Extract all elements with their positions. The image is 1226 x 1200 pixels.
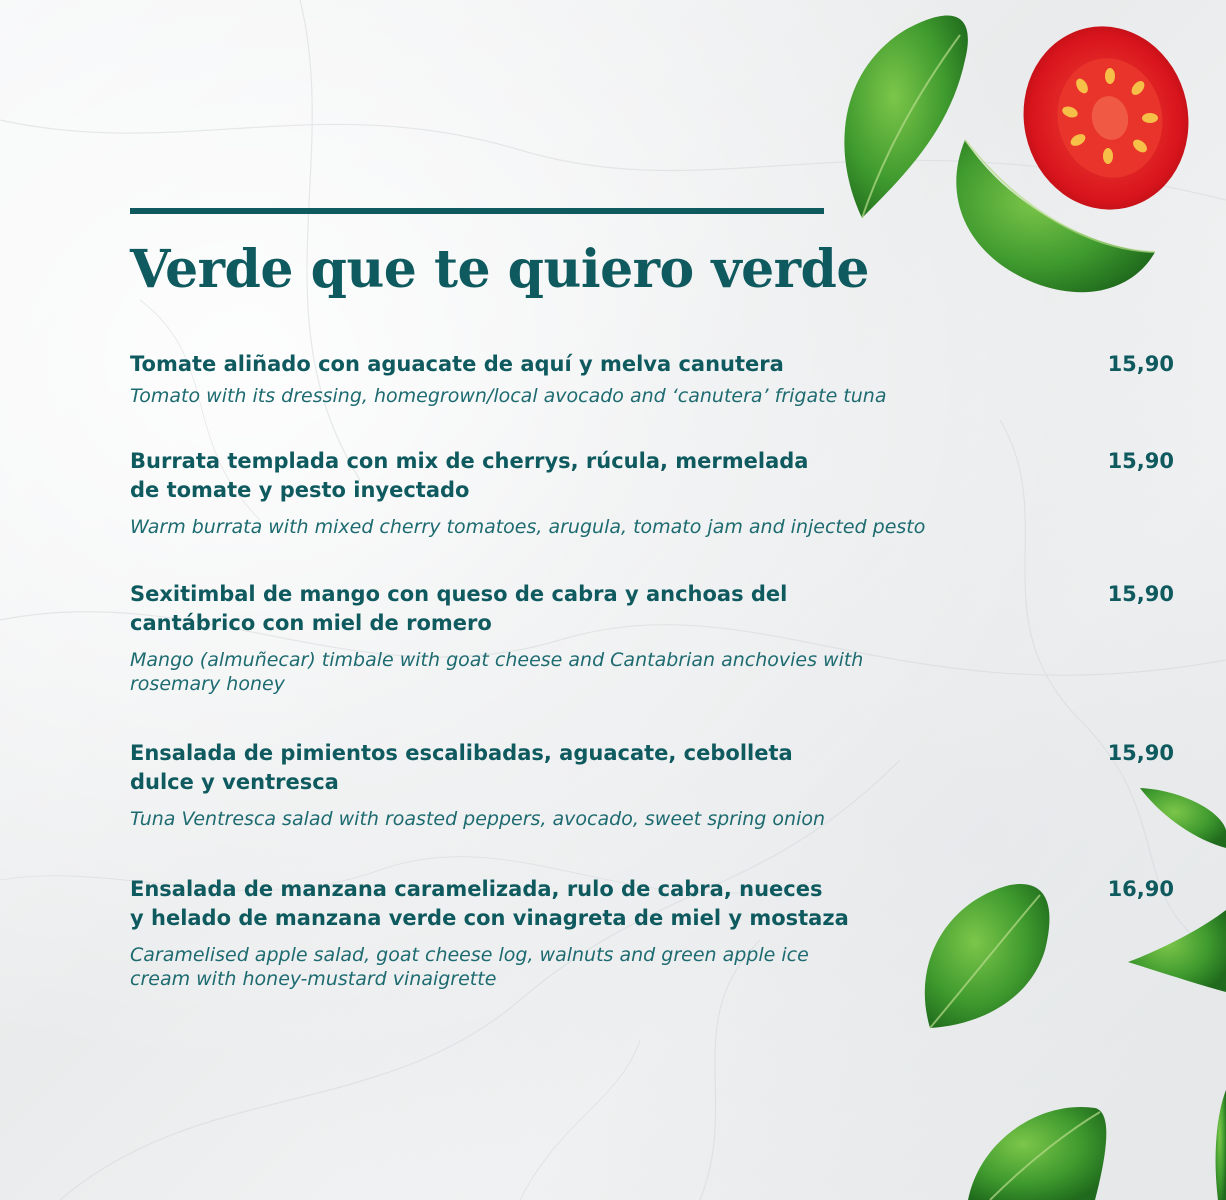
menu-item-price: 15,90 bbox=[1107, 449, 1174, 473]
menu-item-price: 16,90 bbox=[1107, 877, 1174, 901]
menu-item-description: Tomato with its dressing, homegrown/local avocado and ‘canutera’ frigate tuna bbox=[130, 385, 887, 407]
menu-item-name: Burrata templada con mix de cherrys, rúcula, mermelada de tomate y pesto inyectado bbox=[130, 449, 809, 502]
menu-item-price: 15,90 bbox=[1107, 741, 1174, 765]
menu-item-name: Tomate aliñado con aguacate de aquí y melva canutera bbox=[130, 352, 784, 376]
title-rule bbox=[130, 208, 824, 214]
menu-section bbox=[130, 0, 1174, 1200]
menu-item-price: 15,90 bbox=[1107, 352, 1174, 376]
basil-leaf-icon bbox=[1216, 1090, 1226, 1200]
menu-item-name: Ensalada de pimientos escalibadas, aguacate, cebolleta dulce y ventresca bbox=[130, 741, 793, 794]
section-title: Verde que te quiero verde bbox=[130, 239, 869, 300]
menu-item-name: Ensalada de manzana caramelizada, rulo de cabra, nueces y helado de manzana verde con vinagreta de miel y mostaza bbox=[130, 877, 849, 930]
menu-item-price: 15,90 bbox=[1107, 582, 1174, 606]
menu-item-name: Sexitimbal de mango con queso de cabra y anchoas del cantábrico con miel de romero bbox=[130, 582, 788, 635]
menu-item-description: Mango (almuñecar) timbale with goat cheese and Cantabrian anchovies with rosemary honey bbox=[130, 649, 864, 695]
menu-item-description: Tuna Ventresca salad with roasted peppers, avocado, sweet spring onion bbox=[130, 808, 826, 830]
menu-item-description: Warm burrata with mixed cherry tomatoes, arugula, tomato jam and injected pesto bbox=[130, 516, 926, 538]
menu-item-description: Caramelised apple salad, goat cheese log, walnuts and green apple ice cream with honey-mustard vinaigrette bbox=[130, 944, 809, 990]
